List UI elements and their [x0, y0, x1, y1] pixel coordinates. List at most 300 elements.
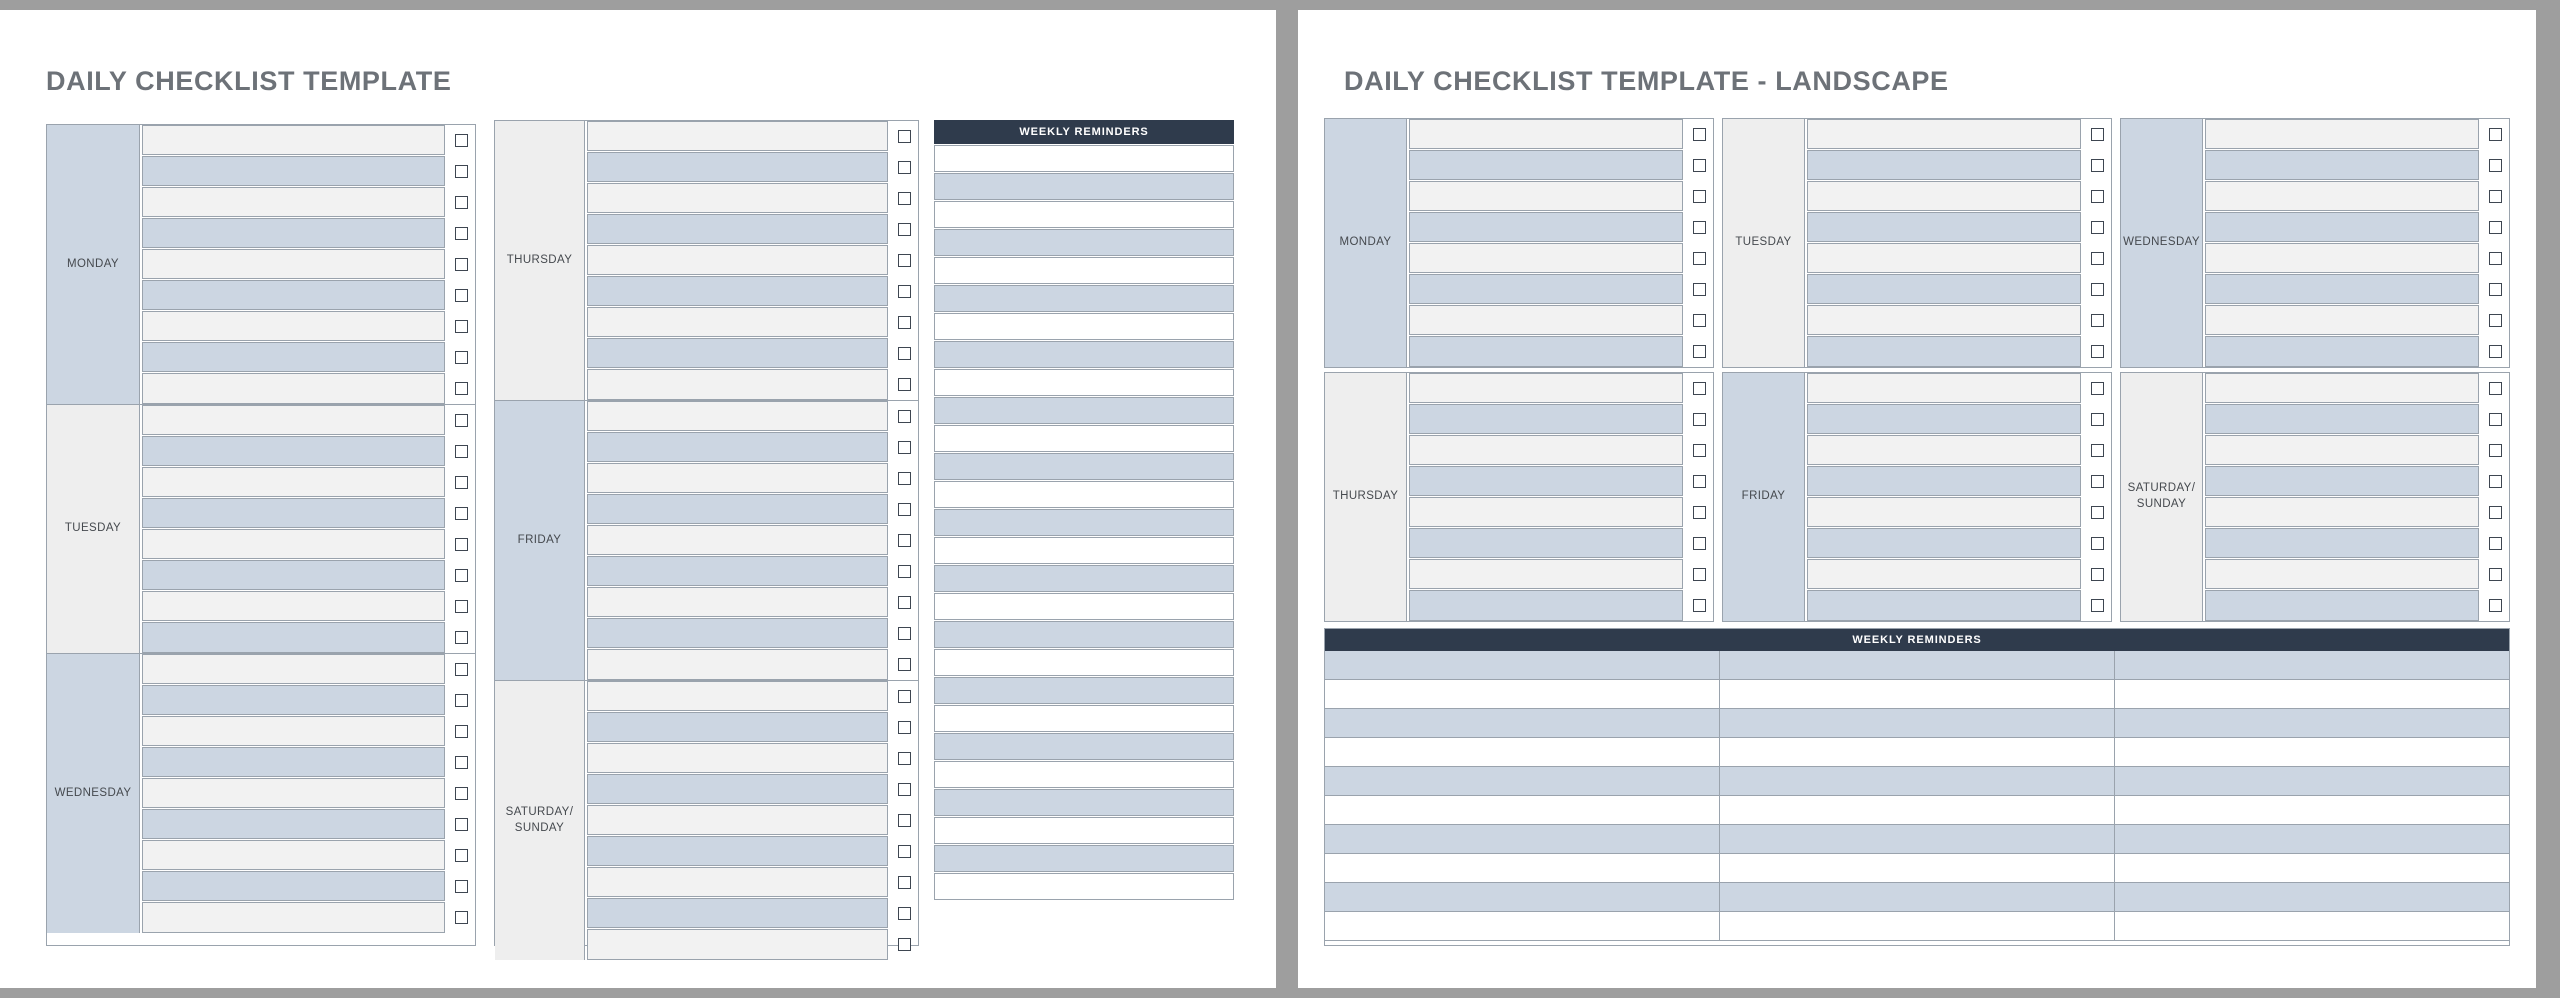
reminder-input[interactable] — [934, 369, 1234, 396]
task-row — [585, 432, 918, 463]
task-input[interactable] — [587, 587, 888, 617]
task-input[interactable] — [1409, 119, 1683, 149]
task-checkbox[interactable] — [898, 627, 911, 640]
task-input[interactable] — [142, 342, 445, 372]
reminder-cell[interactable] — [1720, 796, 2115, 825]
reminder-input[interactable] — [934, 537, 1234, 564]
portrait-saturdaysunday-task-rows — [585, 681, 918, 960]
reminder-row — [1325, 738, 2509, 767]
task-checkbox[interactable] — [455, 756, 468, 769]
task-checkbox[interactable] — [898, 254, 911, 267]
task-input[interactable] — [1409, 243, 1683, 273]
reminder-cell[interactable] — [1325, 738, 1720, 767]
task-checkbox[interactable] — [1693, 345, 1706, 358]
task-checkbox[interactable] — [1693, 159, 1706, 172]
task-input[interactable] — [2205, 528, 2479, 558]
reminder-cell[interactable] — [2115, 912, 2509, 941]
task-input[interactable] — [2205, 373, 2479, 403]
task-input[interactable] — [2205, 150, 2479, 180]
task-checkbox[interactable] — [2489, 252, 2502, 265]
task-input[interactable] — [587, 338, 888, 368]
reminder-input[interactable] — [934, 845, 1234, 872]
task-row — [140, 125, 475, 156]
task-checkbox[interactable] — [2091, 283, 2104, 296]
task-checkbox[interactable] — [898, 378, 911, 391]
reminder-cell[interactable] — [1720, 651, 2115, 680]
task-checkbox[interactable] — [898, 596, 911, 609]
task-row — [585, 836, 918, 867]
task-checkbox[interactable] — [455, 600, 468, 613]
task-checkbox[interactable] — [898, 907, 911, 920]
task-checkbox[interactable] — [898, 783, 911, 796]
task-input[interactable] — [587, 245, 888, 275]
task-input[interactable] — [587, 712, 888, 742]
task-checkbox[interactable] — [898, 130, 911, 143]
task-input[interactable] — [587, 929, 888, 960]
task-checkbox[interactable] — [2489, 599, 2502, 612]
task-input[interactable] — [1807, 150, 2081, 180]
task-row — [140, 280, 475, 311]
task-checkbox[interactable] — [898, 441, 911, 454]
task-checkbox[interactable] — [898, 161, 911, 174]
reminder-cell[interactable] — [2115, 651, 2509, 680]
task-checkbox[interactable] — [898, 223, 911, 236]
task-checkbox[interactable] — [898, 472, 911, 485]
task-input[interactable] — [142, 716, 445, 746]
reminder-cell[interactable] — [1325, 912, 1720, 941]
task-input[interactable] — [142, 373, 445, 404]
task-checkbox[interactable] — [1693, 444, 1706, 457]
task-row — [2203, 119, 2509, 150]
task-checkbox[interactable] — [898, 503, 911, 516]
task-checkbox[interactable] — [2091, 413, 2104, 426]
task-checkbox[interactable] — [898, 410, 911, 423]
task-checkbox[interactable] — [898, 565, 911, 578]
task-checkbox[interactable] — [455, 849, 468, 862]
task-checkbox[interactable] — [455, 289, 468, 302]
reminder-cell[interactable] — [1720, 680, 2115, 709]
task-input[interactable] — [587, 743, 888, 773]
reminder-input[interactable] — [934, 173, 1234, 200]
task-input[interactable] — [1409, 212, 1683, 242]
task-input[interactable] — [1807, 305, 2081, 335]
task-checkbox[interactable] — [2489, 568, 2502, 581]
task-checkbox[interactable] — [2489, 190, 2502, 203]
task-input[interactable] — [1807, 528, 2081, 558]
task-input[interactable] — [1807, 181, 2081, 211]
task-checkbox[interactable] — [2091, 537, 2104, 550]
task-checkbox[interactable] — [1693, 221, 1706, 234]
reminder-input[interactable] — [934, 229, 1234, 256]
task-checkbox[interactable] — [898, 316, 911, 329]
task-input[interactable] — [142, 405, 445, 435]
task-checkbox[interactable] — [455, 631, 468, 644]
task-checkbox[interactable] — [2091, 345, 2104, 358]
task-checkbox[interactable] — [898, 876, 911, 889]
reminder-cell[interactable] — [1325, 767, 1720, 796]
reminder-cell[interactable] — [2115, 825, 2509, 854]
task-row — [140, 840, 475, 871]
task-input[interactable] — [2205, 497, 2479, 527]
reminder-input[interactable] — [934, 285, 1234, 312]
task-checkbox[interactable] — [898, 658, 911, 671]
task-input[interactable] — [142, 871, 445, 901]
task-input[interactable] — [142, 778, 445, 808]
task-checkbox[interactable] — [2489, 413, 2502, 426]
reminder-input[interactable] — [934, 313, 1234, 340]
task-input[interactable] — [142, 560, 445, 590]
task-input[interactable] — [142, 280, 445, 310]
task-checkbox[interactable] — [455, 414, 468, 427]
reminder-input[interactable] — [934, 789, 1234, 816]
task-input[interactable] — [142, 467, 445, 497]
task-input[interactable] — [142, 436, 445, 466]
task-input[interactable] — [587, 152, 888, 182]
task-checkbox[interactable] — [2091, 190, 2104, 203]
task-checkbox[interactable] — [2091, 221, 2104, 234]
task-checkbox[interactable] — [2489, 159, 2502, 172]
reminder-cell[interactable] — [2115, 767, 2509, 796]
task-row — [1805, 590, 2111, 621]
task-checkbox[interactable] — [455, 911, 468, 924]
task-input[interactable] — [587, 432, 888, 462]
reminder-input[interactable] — [934, 565, 1234, 592]
task-checkbox[interactable] — [455, 351, 468, 364]
task-checkbox[interactable] — [455, 880, 468, 893]
reminder-input[interactable] — [934, 733, 1234, 760]
task-checkbox[interactable] — [455, 258, 468, 271]
reminder-cell[interactable] — [2115, 738, 2509, 767]
task-input[interactable] — [587, 556, 888, 586]
task-checkbox[interactable] — [2091, 568, 2104, 581]
task-input[interactable] — [1409, 404, 1683, 434]
task-checkbox[interactable] — [455, 445, 468, 458]
task-row — [2203, 336, 2509, 367]
task-input[interactable] — [1409, 150, 1683, 180]
task-checkbox[interactable] — [1693, 252, 1706, 265]
reminder-cell[interactable] — [1720, 912, 2115, 941]
task-checkbox[interactable] — [1693, 314, 1706, 327]
reminder-cell[interactable] — [2115, 796, 2509, 825]
task-row — [140, 685, 475, 716]
task-row — [585, 338, 918, 369]
checkbox-cell — [890, 223, 918, 236]
task-input[interactable] — [142, 156, 445, 186]
task-input[interactable] — [142, 840, 445, 870]
reminder-input[interactable] — [934, 257, 1234, 284]
reminder-cell[interactable] — [2115, 680, 2509, 709]
task-row — [585, 898, 918, 929]
reminder-cell[interactable] — [2115, 883, 2509, 912]
task-checkbox[interactable] — [1693, 413, 1706, 426]
task-input[interactable] — [2205, 590, 2479, 621]
task-row — [585, 183, 918, 214]
reminder-row — [1325, 796, 2509, 825]
task-input[interactable] — [1807, 435, 2081, 465]
task-checkbox[interactable] — [455, 818, 468, 831]
reminder-cell[interactable] — [1720, 738, 2115, 767]
task-input[interactable] — [2205, 466, 2479, 496]
task-checkbox[interactable] — [1693, 382, 1706, 395]
task-input[interactable] — [587, 681, 888, 711]
task-checkbox[interactable] — [1693, 537, 1706, 550]
task-checkbox[interactable] — [2489, 283, 2502, 296]
task-input[interactable] — [142, 187, 445, 217]
task-checkbox[interactable] — [2489, 382, 2502, 395]
reminder-cell[interactable] — [1325, 825, 1720, 854]
reminder-cell[interactable] — [1325, 796, 1720, 825]
task-input[interactable] — [1409, 274, 1683, 304]
task-input[interactable] — [2205, 404, 2479, 434]
reminder-cell[interactable] — [2115, 709, 2509, 738]
task-checkbox[interactable] — [898, 845, 911, 858]
task-row — [140, 405, 475, 436]
task-input[interactable] — [587, 805, 888, 835]
task-input[interactable] — [2205, 305, 2479, 335]
checkbox-cell — [2083, 221, 2111, 234]
task-input[interactable] — [1409, 559, 1683, 589]
portrait-page — [0, 10, 1276, 988]
task-checkbox[interactable] — [898, 347, 911, 360]
task-input[interactable] — [1807, 119, 2081, 149]
task-input[interactable] — [2205, 336, 2479, 367]
task-input[interactable] — [142, 498, 445, 528]
task-input[interactable] — [1409, 435, 1683, 465]
task-input[interactable] — [587, 867, 888, 897]
task-input[interactable] — [587, 307, 888, 337]
task-input[interactable] — [2205, 274, 2479, 304]
task-input[interactable] — [2205, 119, 2479, 149]
reminder-input[interactable] — [934, 341, 1234, 368]
task-input[interactable] — [587, 369, 888, 400]
task-row — [140, 716, 475, 747]
task-input[interactable] — [1807, 466, 2081, 496]
reminder-input[interactable] — [934, 509, 1234, 536]
task-checkbox[interactable] — [455, 569, 468, 582]
task-input[interactable] — [1409, 181, 1683, 211]
task-input[interactable] — [587, 276, 888, 306]
task-input[interactable] — [1807, 373, 2081, 403]
checkbox-cell — [890, 721, 918, 734]
task-row — [140, 809, 475, 840]
task-checkbox[interactable] — [455, 320, 468, 333]
task-checkbox[interactable] — [2091, 599, 2104, 612]
task-checkbox[interactable] — [1693, 568, 1706, 581]
reminder-input[interactable] — [934, 145, 1234, 172]
task-row — [1805, 497, 2111, 528]
reminder-input[interactable] — [934, 425, 1234, 452]
task-checkbox[interactable] — [455, 507, 468, 520]
task-input[interactable] — [1409, 497, 1683, 527]
task-checkbox[interactable] — [1693, 506, 1706, 519]
task-checkbox[interactable] — [898, 938, 911, 951]
task-checkbox[interactable] — [455, 227, 468, 240]
task-checkbox[interactable] — [1693, 128, 1706, 141]
task-input[interactable] — [587, 183, 888, 213]
task-input[interactable] — [587, 463, 888, 493]
task-input[interactable] — [1807, 559, 2081, 589]
task-input[interactable] — [1409, 590, 1683, 621]
task-input[interactable] — [587, 525, 888, 555]
task-checkbox[interactable] — [2489, 537, 2502, 550]
task-checkbox[interactable] — [2489, 314, 2502, 327]
task-input[interactable] — [1409, 305, 1683, 335]
task-checkbox[interactable] — [2091, 159, 2104, 172]
task-checkbox[interactable] — [2091, 314, 2104, 327]
task-input[interactable] — [1807, 497, 2081, 527]
task-checkbox[interactable] — [455, 476, 468, 489]
task-checkbox[interactable] — [455, 663, 468, 676]
task-checkbox[interactable] — [2091, 128, 2104, 141]
task-input[interactable] — [587, 649, 888, 680]
task-checkbox[interactable] — [1693, 475, 1706, 488]
task-input[interactable] — [142, 809, 445, 839]
reminder-cell[interactable] — [1720, 767, 2115, 796]
task-row — [1805, 181, 2111, 212]
task-input[interactable] — [142, 218, 445, 248]
reminder-cell[interactable] — [1325, 854, 1720, 883]
task-checkbox[interactable] — [2091, 475, 2104, 488]
task-checkbox[interactable] — [898, 814, 911, 827]
task-input[interactable] — [2205, 243, 2479, 273]
task-checkbox[interactable] — [898, 690, 911, 703]
task-row — [140, 311, 475, 342]
task-input[interactable] — [1409, 373, 1683, 403]
reminder-cell[interactable] — [2115, 854, 2509, 883]
checkbox-cell — [447, 258, 475, 271]
task-row — [2203, 181, 2509, 212]
reminder-input[interactable] — [934, 397, 1234, 424]
task-checkbox[interactable] — [1693, 190, 1706, 203]
reminder-cell[interactable] — [1720, 709, 2115, 738]
task-row — [1805, 212, 2111, 243]
landscape-thursday-block — [1325, 373, 1713, 621]
task-input[interactable] — [587, 214, 888, 244]
task-checkbox[interactable] — [455, 787, 468, 800]
checkbox-cell — [890, 845, 918, 858]
task-input[interactable] — [587, 494, 888, 524]
task-input[interactable] — [587, 618, 888, 648]
task-input[interactable] — [1409, 336, 1683, 367]
task-checkbox[interactable] — [455, 538, 468, 551]
reminder-cell[interactable] — [1325, 883, 1720, 912]
task-input[interactable] — [142, 622, 445, 653]
task-input[interactable] — [1807, 274, 2081, 304]
task-input[interactable] — [1807, 336, 2081, 367]
reminder-cell[interactable] — [1325, 680, 1720, 709]
task-row — [1407, 336, 1713, 367]
reminder-input[interactable] — [934, 705, 1234, 732]
reminder-input[interactable] — [934, 593, 1234, 620]
task-input[interactable] — [2205, 212, 2479, 242]
task-input[interactable] — [2205, 559, 2479, 589]
task-checkbox[interactable] — [2091, 382, 2104, 395]
task-input[interactable] — [1409, 466, 1683, 496]
reminder-input[interactable] — [934, 677, 1234, 704]
task-input[interactable] — [587, 836, 888, 866]
task-checkbox[interactable] — [2091, 444, 2104, 457]
task-input[interactable] — [142, 311, 445, 341]
task-checkbox[interactable] — [898, 285, 911, 298]
reminder-row — [1325, 680, 2509, 709]
task-input[interactable] — [142, 685, 445, 715]
reminder-cell[interactable] — [1325, 709, 1720, 738]
task-input[interactable] — [587, 898, 888, 928]
task-checkbox[interactable] — [898, 752, 911, 765]
task-checkbox[interactable] — [2489, 345, 2502, 358]
task-row — [1805, 435, 2111, 466]
checkbox-cell — [2481, 345, 2509, 358]
task-checkbox[interactable] — [2489, 444, 2502, 457]
task-checkbox[interactable] — [2091, 506, 2104, 519]
checkbox-cell — [1685, 252, 1713, 265]
reminder-input[interactable] — [934, 481, 1234, 508]
reminder-input[interactable] — [934, 621, 1234, 648]
task-input[interactable] — [142, 654, 445, 684]
task-input[interactable] — [2205, 435, 2479, 465]
task-checkbox[interactable] — [898, 721, 911, 734]
checkbox-cell — [890, 752, 918, 765]
task-checkbox[interactable] — [2489, 128, 2502, 141]
task-input[interactable] — [1409, 528, 1683, 558]
task-checkbox[interactable] — [1693, 283, 1706, 296]
reminder-cell[interactable] — [1720, 854, 2115, 883]
task-checkbox[interactable] — [2091, 252, 2104, 265]
task-input[interactable] — [1807, 212, 2081, 242]
reminder-cell[interactable] — [1720, 883, 2115, 912]
task-input[interactable] — [587, 401, 888, 431]
task-checkbox[interactable] — [1693, 599, 1706, 612]
checkbox-cell — [2083, 345, 2111, 358]
reminder-input[interactable] — [934, 453, 1234, 480]
task-input[interactable] — [142, 902, 445, 933]
task-row — [585, 618, 918, 649]
task-checkbox[interactable] — [455, 725, 468, 738]
task-input[interactable] — [1807, 243, 2081, 273]
task-checkbox[interactable] — [455, 165, 468, 178]
task-input[interactable] — [1807, 404, 2081, 434]
task-checkbox[interactable] — [455, 196, 468, 209]
task-checkbox[interactable] — [898, 192, 911, 205]
task-input[interactable] — [142, 249, 445, 279]
task-input[interactable] — [142, 125, 445, 155]
task-checkbox[interactable] — [455, 134, 468, 147]
task-input[interactable] — [142, 747, 445, 777]
reminder-input[interactable] — [934, 873, 1234, 900]
task-checkbox[interactable] — [898, 534, 911, 547]
task-checkbox[interactable] — [455, 694, 468, 707]
reminder-cell[interactable] — [1325, 651, 1720, 680]
task-checkbox[interactable] — [2489, 475, 2502, 488]
task-checkbox[interactable] — [2489, 221, 2502, 234]
task-input[interactable] — [142, 529, 445, 559]
task-row — [585, 494, 918, 525]
task-input[interactable] — [2205, 181, 2479, 211]
task-row — [2203, 212, 2509, 243]
task-input[interactable] — [587, 121, 888, 151]
landscape-friday-day-label: FRIDAY — [1723, 373, 1805, 621]
reminder-cell[interactable] — [1720, 825, 2115, 854]
task-input[interactable] — [1807, 590, 2081, 621]
reminder-input[interactable] — [934, 761, 1234, 788]
reminder-input[interactable] — [934, 201, 1234, 228]
task-checkbox[interactable] — [2489, 506, 2502, 519]
reminder-input[interactable] — [934, 649, 1234, 676]
task-checkbox[interactable] — [455, 382, 468, 395]
task-input[interactable] — [587, 774, 888, 804]
reminder-input[interactable] — [934, 817, 1234, 844]
task-input[interactable] — [142, 591, 445, 621]
